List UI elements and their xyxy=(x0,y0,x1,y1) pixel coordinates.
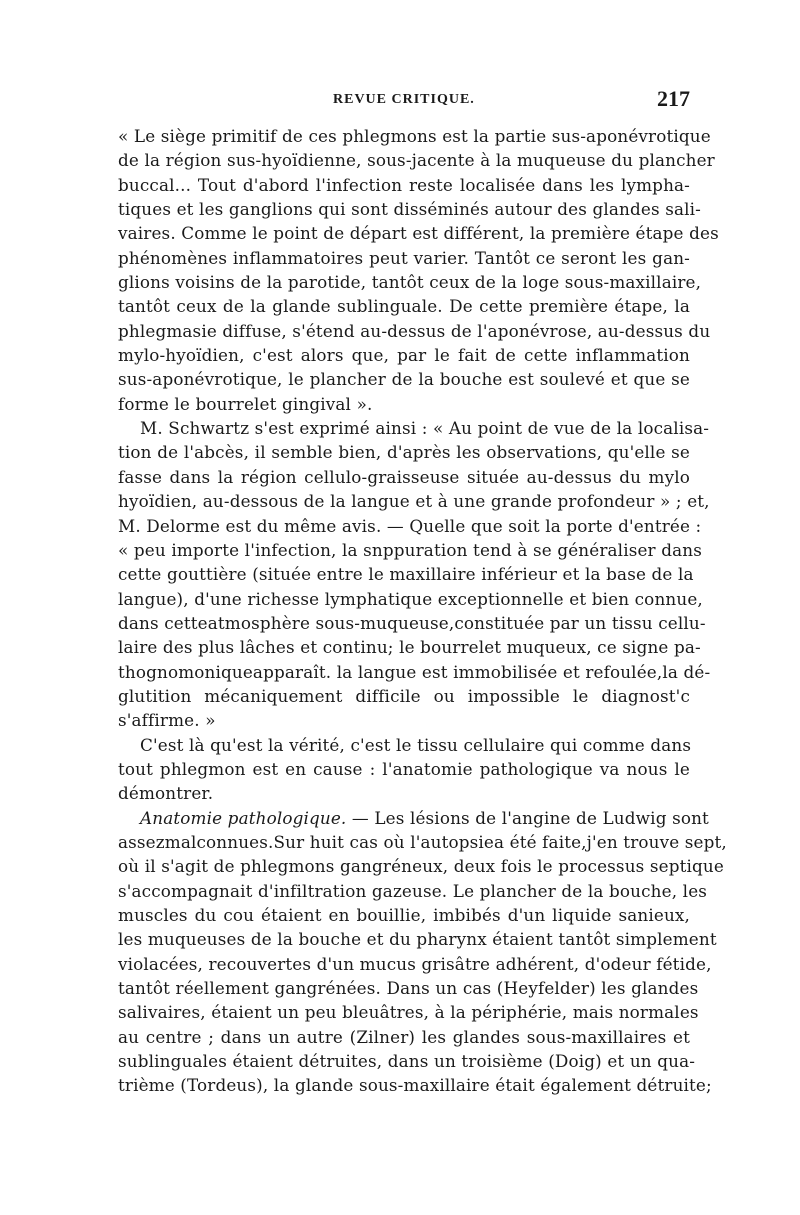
text-line: « peu importe l'infection, la snppuration tend à se généraliser dans xyxy=(118,539,702,560)
page-body xyxy=(118,124,727,1098)
text-line: s'affirme. » xyxy=(118,710,216,731)
text-line: sus-aponévrotique, le plancher de la bouche est soulevé et que se xyxy=(118,369,690,390)
section-heading: Anatomie pathologique. xyxy=(140,807,347,828)
paragraph-2 xyxy=(118,416,711,732)
section-lead-text: — Les lésions de l'angine de Ludwig sont xyxy=(346,807,709,828)
text-line: assezmalconnues.Sur huit cas où l'autopsiea été faite,j'en trouve sept, xyxy=(118,831,727,852)
text-line: M. Delorme est du même avis. — Quelle que soit la porte d'entrée : xyxy=(118,515,702,536)
text-line: phénomènes inflammatoires peut varier. Tantôt ce seront les gan- xyxy=(118,247,690,268)
paragraph-3 xyxy=(118,733,690,806)
text-line: tantôt ceux de la glande sublinguale. De cette première étape, la xyxy=(118,296,690,317)
text-line: démontrer. xyxy=(118,783,214,804)
text-line: s'accompagnait d'infiltration gazeuse. Le plancher de la bouche, les xyxy=(118,880,708,901)
text-line: mylo-hyoïdien, c'est alors que, par le fait de cette inflammation xyxy=(118,345,690,366)
text-line: buccal... Tout d'abord l'infection reste localisée dans les lympha- xyxy=(118,174,690,195)
text-line: tout phlegmon est en cause : l'anatomie pathologique va nous le xyxy=(118,758,690,779)
text-line: sublinguales étaient détruites, dans un troisième (Doig) et un qua- xyxy=(118,1051,696,1072)
text-line: de la région sus-hyoïdienne, sous-jacente à la muqueuse du plancher xyxy=(118,150,715,171)
text-line: tion de l'abcès, il semble bien, d'après les observations, qu'elle se xyxy=(118,442,690,463)
paragraph-4 xyxy=(118,806,727,1098)
paragraph-1 xyxy=(118,124,719,416)
text-line: thognomoniqueapparaît. la langue est immobilisée et refoulée,la dé- xyxy=(118,661,711,682)
text-line: vaires. Comme le point de départ est différent, la première étape des xyxy=(118,223,719,244)
text-line: muscles du cou étaient en bouillie, imbibés d'un liquide sanieux, xyxy=(118,905,690,925)
text-line: glions voisins de la parotide, tantôt ceux de la loge sous-maxillaire, xyxy=(118,272,702,293)
text-line: laire des plus lâches et continu; le bourrelet muqueux, ce signe pa- xyxy=(118,637,701,658)
page-header xyxy=(118,86,690,118)
text-line: tiques et les ganglions qui sont disséminés autour des glandes sali- xyxy=(118,199,701,220)
text-line: C'est là qu'est la vérité, c'est le tissu cellulaire qui comme dans xyxy=(140,734,692,755)
text-line: violacées, recouvertes d'un mucus grisâtre adhérent, d'odeur fétide, xyxy=(118,953,712,974)
text-line: les muqueuses de la bouche et du pharynx étaient tantôt simplement xyxy=(118,929,717,950)
text-line: forme le bourrelet gingival ». xyxy=(118,393,373,414)
running-title: REVUE CRITIQUE. xyxy=(333,92,475,107)
section-lead-line xyxy=(118,806,709,830)
text-line: fasse dans la région cellulo-graisseuse située au-dessus du mylo xyxy=(118,466,690,487)
text-line: cette gouttière (située entre le maxillaire inférieur et la base de la xyxy=(118,564,694,585)
page-number: 217 xyxy=(657,86,690,111)
text-line: « Le siège primitif de ces phlegmons est la partie sus-aponévrotique xyxy=(118,126,711,146)
text-line: tantôt réellement gangrénées. Dans un cas (Heyfelder) les glandes xyxy=(118,978,699,999)
text-line: M. Schwartz s'est exprimé ainsi : « Au point de vue de la localisa- xyxy=(140,418,710,439)
text-line: langue), d'une richesse lymphatique exceptionnelle et bien connue, xyxy=(118,588,703,609)
text-line: au centre ; dans un autre (Zilner) les glandes sous-maxillaires et xyxy=(118,1026,690,1047)
text-line: dans cetteatmosphère sous-muqueuse,constituée par un tissu cellu- xyxy=(118,612,706,633)
text-line: hyoïdien, au-dessous de la langue et à une grande profondeur » ; et, xyxy=(118,491,710,512)
text-line: glutition mécaniquement difficile ou impossible le diagnost'c xyxy=(118,685,690,706)
text-line: salivaires, étaient un peu bleuâtres, à la périphérie, mais normales xyxy=(118,1002,699,1023)
text-line: phlegmasie diffuse, s'étend au-dessus de l'aponévrose, au-dessus du xyxy=(118,320,711,341)
text-line: trième (Tordeus), la glande sous-maxillaire était également détruite; xyxy=(118,1075,712,1096)
text-line: où il s'agit de phlegmons gangréneux, deux fois le processus septique xyxy=(118,856,724,877)
